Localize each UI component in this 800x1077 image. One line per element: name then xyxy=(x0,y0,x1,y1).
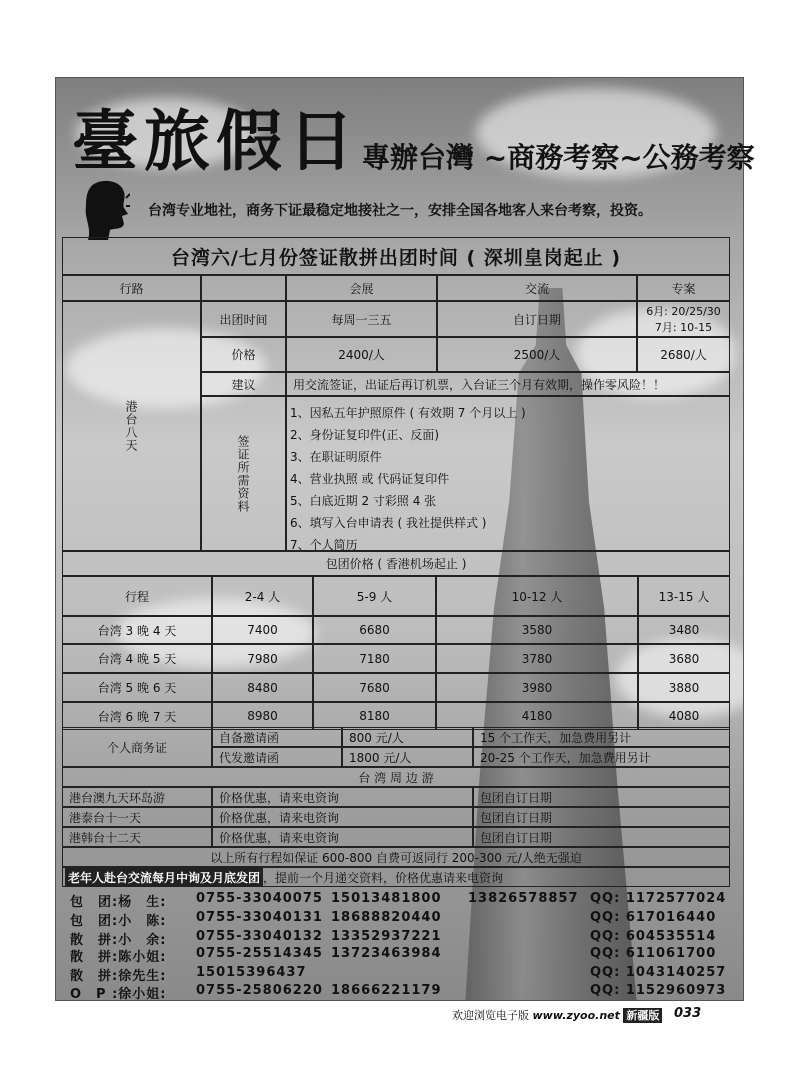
group-price: 7680 xyxy=(313,673,436,702)
group-price: 4080 xyxy=(638,702,730,730)
depart-special-june: 6月: 20/25/30 xyxy=(646,305,721,318)
business-time: 20-25 个工作天，加急费用另计 xyxy=(473,747,730,767)
contact-role: 散 拼:小 余: xyxy=(70,933,167,948)
col-route: 行路 xyxy=(62,275,201,301)
doc-item: 3、在职证明原件 xyxy=(290,450,382,464)
group-price: 3780 xyxy=(436,644,638,673)
contact-qq: QQ: 1043140257 xyxy=(590,965,727,980)
footer-site[interactable]: www.zyoo.net xyxy=(532,1009,620,1022)
footer xyxy=(452,1007,662,1023)
group-price: 7980 xyxy=(212,644,313,673)
depart-special-july: 7月: 10-15 xyxy=(654,321,713,334)
business-price: 1800 元/人 xyxy=(342,747,473,767)
depart-special xyxy=(637,301,730,337)
nearby-price: 价格优惠，请来电资询 xyxy=(212,807,473,827)
route-name: 港台八天 xyxy=(62,301,201,551)
contact-qq: QQ: 604535514 xyxy=(590,929,717,944)
group-header-10-12: 10-12 人 xyxy=(436,576,638,616)
slogan: 專辦台灣 ~商務考察~公務考察 xyxy=(362,141,755,174)
nearby-date: 包团自订日期 xyxy=(473,807,730,827)
group-price: 8180 xyxy=(313,702,436,730)
speaking-head-icon xyxy=(82,178,130,240)
group-price: 8480 xyxy=(212,673,313,702)
group-price: 4180 xyxy=(436,702,638,730)
row-depart: 出团时间 xyxy=(201,301,286,337)
group-price: 3980 xyxy=(436,673,638,702)
business-price: 800 元/人 xyxy=(342,727,473,747)
contact-mobile: 18688820440 xyxy=(331,910,442,925)
doc-item: 2、身份证复印件(正、反面) xyxy=(290,428,439,442)
advice-text: 用交流签证，出证后再订机票，入台证三个月有效期，操作零风险！！ xyxy=(286,372,730,396)
doc-item: 7、个人简历 xyxy=(290,538,358,552)
business-time: 15 个工作天，加急费用另计 xyxy=(473,727,730,747)
contact-phone: 0755-25806220 xyxy=(196,983,323,998)
contact-role: O P :徐小姐: xyxy=(70,987,167,1002)
contact-phone: 0755-33040132 xyxy=(196,929,323,944)
group-price: 7400 xyxy=(212,616,313,644)
footer-text: 欢迎浏览电子版 xyxy=(452,1009,529,1022)
group-route: 台湾 5 晚 6 天 xyxy=(62,673,212,702)
senior-note xyxy=(62,867,730,887)
group-price: 3480 xyxy=(638,616,730,644)
contact-phone: 15015396437 xyxy=(196,965,307,980)
group-price: 3580 xyxy=(436,616,638,644)
nearby-route: 港韩台十二天 xyxy=(62,827,212,847)
business-label: 个人商务证 xyxy=(62,727,212,767)
page-number: 033 xyxy=(674,1006,702,1021)
nearby-route: 港台澳九天环岛游 xyxy=(62,787,212,807)
price-exhibit: 2400/人 xyxy=(286,337,437,372)
nearby-date: 包团自订日期 xyxy=(473,787,730,807)
group-price: 7180 xyxy=(313,644,436,673)
contact-qq: QQ: 617016440 xyxy=(590,910,717,925)
col-special: 专案 xyxy=(637,275,730,301)
doc-item: 6、填写入台申请表 ( 我社提供样式 ) xyxy=(290,516,487,530)
group-price: 3680 xyxy=(638,644,730,673)
row-advice: 建议 xyxy=(201,372,286,396)
brand-logo: 臺旅假日 xyxy=(72,102,360,180)
contact-mobile: 15013481800 xyxy=(331,891,442,906)
senior-text: ，提前一个月递交资料，价格优惠请来电资询 xyxy=(263,870,504,885)
optional-fee-note: 以上所有行程如保证 600-800 自费可返同行 200-300 元/人绝无强迫 xyxy=(62,847,730,867)
row-price: 价格 xyxy=(201,337,286,372)
group-price: 6680 xyxy=(313,616,436,644)
nearby-price: 价格优惠，请来电资询 xyxy=(212,787,473,807)
col-exchange: 交流 xyxy=(437,275,637,301)
contact-mobile: 13352937221 xyxy=(331,929,442,944)
row-docs: 签证所需资料 xyxy=(201,396,286,551)
col-blank xyxy=(201,275,286,301)
nearby-route: 港泰台十一天 xyxy=(62,807,212,827)
group-header-5-9: 5-9 人 xyxy=(313,576,436,616)
group-header-2-4: 2-4 人 xyxy=(212,576,313,616)
contact-mobile: 13723463984 xyxy=(331,946,442,961)
contact-role: 包 团:小 陈: xyxy=(70,914,167,929)
group-price: 8980 xyxy=(212,702,313,730)
contact-role: 包 团:杨 生: xyxy=(70,895,167,910)
nearby-date: 包团自订日期 xyxy=(473,827,730,847)
senior-label: 老年人赴台交流每月中询及月底发团 xyxy=(65,868,263,887)
visa-table-title: 台湾六/七月份签证散拼出团时间 ( 深圳皇岗起止 ) xyxy=(62,237,730,275)
intro-text: 台湾专业地社，商务下证最稳定地接社之一，安排全国各地客人来台考察，投资。 xyxy=(148,203,652,219)
doc-item: 4、营业执照 或 代码证复印件 xyxy=(290,472,450,486)
nearby-price: 价格优惠，请来电资询 xyxy=(212,827,473,847)
edition-badge: 新疆版 xyxy=(623,1008,662,1023)
contact-phone: 0755-33040075 xyxy=(196,891,323,906)
price-exchange: 2500/人 xyxy=(437,337,637,372)
contact-mobile: 18666221179 xyxy=(331,983,442,998)
contact-role: 散 拼:徐先生: xyxy=(70,969,167,984)
business-type: 代发邀请函 xyxy=(212,747,342,767)
group-header-13-15: 13-15 人 xyxy=(638,576,730,616)
group-route: 台湾 4 晚 5 天 xyxy=(62,644,212,673)
group-price: 3880 xyxy=(638,673,730,702)
group-route: 台湾 6 晚 7 天 xyxy=(62,702,212,730)
contact-phone: 0755-33040131 xyxy=(196,910,323,925)
contact-role: 散 拼:陈小姐: xyxy=(70,950,167,965)
depart-exchange: 自订日期 xyxy=(437,301,637,337)
doc-item: 5、白底近期 2 寸彩照 4 张 xyxy=(290,494,437,508)
contact-phone: 0755-25514345 xyxy=(196,946,323,961)
contact-mobile2: 13826578857 xyxy=(468,891,579,906)
business-type: 自备邀请函 xyxy=(212,727,342,747)
contact-qq: QQ: 611061700 xyxy=(590,946,717,961)
contact-qq: QQ: 1172577024 xyxy=(590,891,727,906)
group-route: 台湾 3 晚 4 天 xyxy=(62,616,212,644)
contact-qq: QQ: 1152960973 xyxy=(590,983,727,998)
doc-item: 1、因私五年护照原件 ( 有效期 7 个月以上 ) xyxy=(290,406,526,420)
docs-list xyxy=(290,402,526,556)
depart-exhibit: 每周一三五 xyxy=(286,301,437,337)
nearby-title: 台 湾 周 边 游 xyxy=(62,767,730,787)
price-special: 2680/人 xyxy=(637,337,730,372)
group-header-route: 行程 xyxy=(62,576,212,616)
group-title: 包团价格 ( 香港机场起止 ) xyxy=(62,551,730,576)
col-exhibit: 会展 xyxy=(286,275,437,301)
